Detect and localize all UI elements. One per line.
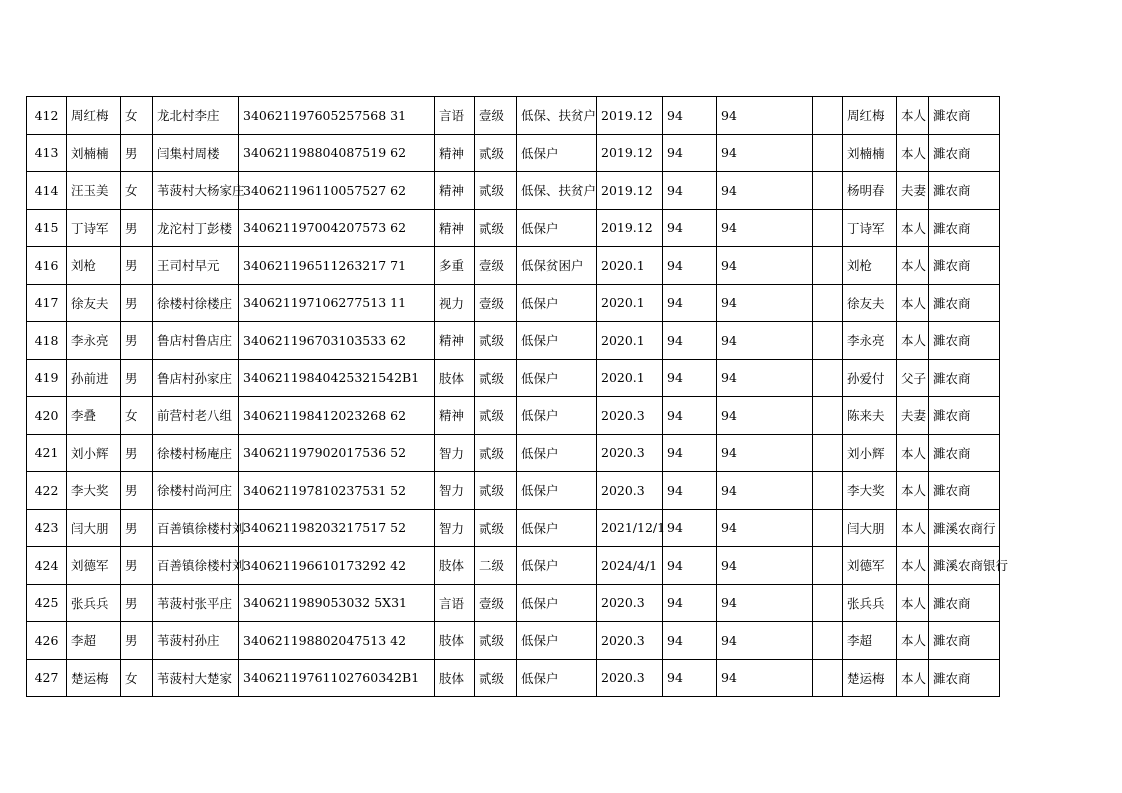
cell-a: 94	[663, 209, 717, 247]
cell-a: 94	[663, 172, 717, 210]
cell-bank: 濉农商	[929, 172, 1000, 210]
cell-name: 楚运梅	[67, 659, 121, 697]
cell-date: 2024/4/1	[597, 547, 663, 585]
cell-rel: 本人	[897, 584, 929, 622]
cell-sex: 男	[121, 584, 153, 622]
cell-a: 94	[663, 322, 717, 360]
cell-sex: 男	[121, 472, 153, 510]
table-row	[27, 584, 1000, 622]
cell-id: 340621198802047513 42	[239, 622, 435, 660]
cell-level: 贰级	[475, 509, 517, 547]
cell-id: 3406211989053032 5X31	[239, 584, 435, 622]
cell-bank: 濉农商	[929, 134, 1000, 172]
cell-name: 周红梅	[67, 97, 121, 135]
cell-b: 94	[717, 659, 813, 697]
cell-id: 340621196110057527 62	[239, 172, 435, 210]
table-row	[27, 209, 1000, 247]
cell-addr: 徐楼村徐楼庄	[153, 284, 239, 322]
cell-type: 智力	[435, 434, 475, 472]
cell-date: 2019.12	[597, 172, 663, 210]
cell-addr: 百善镇徐楼村刘	[153, 509, 239, 547]
cell-no: 421	[27, 434, 67, 472]
cell-name: 丁诗军	[67, 209, 121, 247]
cell-b: 94	[717, 622, 813, 660]
table-row	[27, 247, 1000, 285]
cell-rel: 本人	[897, 547, 929, 585]
cell-name: 孙前进	[67, 359, 121, 397]
cell-payee: 闫大朋	[843, 509, 897, 547]
cell-rel: 本人	[897, 134, 929, 172]
cell-rel: 本人	[897, 622, 929, 660]
cell-sex: 男	[121, 284, 153, 322]
cell-b: 94	[717, 134, 813, 172]
cell-b: 94	[717, 472, 813, 510]
cell-sex: 男	[121, 134, 153, 172]
cell-no: 427	[27, 659, 67, 697]
table-row	[27, 322, 1000, 360]
cell-bank: 濉农商	[929, 359, 1000, 397]
table-row	[27, 172, 1000, 210]
table-row	[27, 397, 1000, 435]
cell-payee: 陈来夫	[843, 397, 897, 435]
cell-status: 低保贫困户	[517, 247, 597, 285]
cell-no: 425	[27, 584, 67, 622]
cell-status: 低保、扶贫户	[517, 97, 597, 135]
cell-bank: 濉农商	[929, 97, 1000, 135]
cell-status: 低保户	[517, 322, 597, 360]
cell-sex: 女	[121, 659, 153, 697]
table-row	[27, 134, 1000, 172]
cell-a: 94	[663, 359, 717, 397]
cell-name: 李超	[67, 622, 121, 660]
cell-addr: 鲁店村鲁店庄	[153, 322, 239, 360]
cell-a: 94	[663, 284, 717, 322]
cell-status: 低保户	[517, 509, 597, 547]
cell-b: 94	[717, 359, 813, 397]
cell-a: 94	[663, 622, 717, 660]
cell-a: 94	[663, 659, 717, 697]
cell-id: 340621196610173292 42	[239, 547, 435, 585]
cell-addr: 鲁店村孙家庄	[153, 359, 239, 397]
cell-blank	[813, 622, 843, 660]
cell-rel: 父子	[897, 359, 929, 397]
cell-date: 2020.1	[597, 284, 663, 322]
cell-type: 视力	[435, 284, 475, 322]
cell-date: 2020.1	[597, 359, 663, 397]
cell-no: 420	[27, 397, 67, 435]
cell-rel: 本人	[897, 659, 929, 697]
table-row	[27, 659, 1000, 697]
cell-status: 低保户	[517, 397, 597, 435]
cell-type: 精神	[435, 322, 475, 360]
cell-status: 低保户	[517, 584, 597, 622]
cell-status: 低保户	[517, 472, 597, 510]
table-row	[27, 472, 1000, 510]
cell-level: 贰级	[475, 622, 517, 660]
cell-blank	[813, 172, 843, 210]
cell-name: 刘枪	[67, 247, 121, 285]
cell-payee: 周红梅	[843, 97, 897, 135]
cell-sex: 男	[121, 359, 153, 397]
cell-status: 低保户	[517, 622, 597, 660]
cell-b: 94	[717, 209, 813, 247]
cell-rel: 本人	[897, 509, 929, 547]
table-row	[27, 284, 1000, 322]
cell-payee: 李大奖	[843, 472, 897, 510]
cell-date: 2020.3	[597, 659, 663, 697]
cell-payee: 楚运梅	[843, 659, 897, 697]
cell-no: 424	[27, 547, 67, 585]
cell-b: 94	[717, 509, 813, 547]
cell-level: 贰级	[475, 209, 517, 247]
cell-rel: 夫妻	[897, 172, 929, 210]
cell-no: 412	[27, 97, 67, 135]
cell-name: 刘小辉	[67, 434, 121, 472]
cell-a: 94	[663, 397, 717, 435]
cell-no: 423	[27, 509, 67, 547]
cell-payee: 丁诗军	[843, 209, 897, 247]
cell-name: 李永亮	[67, 322, 121, 360]
cell-b: 94	[717, 247, 813, 285]
cell-no: 413	[27, 134, 67, 172]
cell-blank	[813, 434, 843, 472]
cell-b: 94	[717, 397, 813, 435]
cell-payee: 张兵兵	[843, 584, 897, 622]
cell-no: 422	[27, 472, 67, 510]
cell-level: 壹级	[475, 97, 517, 135]
cell-no: 426	[27, 622, 67, 660]
cell-name: 李叠	[67, 397, 121, 435]
cell-addr: 百善镇徐楼村刘	[153, 547, 239, 585]
cell-type: 肢体	[435, 659, 475, 697]
cell-a: 94	[663, 247, 717, 285]
cell-date: 2019.12	[597, 209, 663, 247]
cell-no: 419	[27, 359, 67, 397]
cell-addr: 苇菠村孙庄	[153, 622, 239, 660]
cell-payee: 徐友夫	[843, 284, 897, 322]
cell-no: 416	[27, 247, 67, 285]
cell-status: 低保户	[517, 359, 597, 397]
cell-b: 94	[717, 284, 813, 322]
cell-rel: 本人	[897, 209, 929, 247]
cell-bank: 濉农商	[929, 247, 1000, 285]
cell-a: 94	[663, 584, 717, 622]
cell-rel: 本人	[897, 322, 929, 360]
cell-rel: 本人	[897, 284, 929, 322]
table-row	[27, 434, 1000, 472]
cell-a: 94	[663, 547, 717, 585]
cell-id: 34062119761102760342B1	[239, 659, 435, 697]
cell-bank: 濉农商	[929, 284, 1000, 322]
cell-b: 94	[717, 434, 813, 472]
cell-date: 2021/12/1	[597, 509, 663, 547]
cell-level: 壹级	[475, 584, 517, 622]
cell-date: 2019.12	[597, 97, 663, 135]
cell-level: 贰级	[475, 172, 517, 210]
cell-id: 340621197106277513 11	[239, 284, 435, 322]
cell-id: 340621198412023268 62	[239, 397, 435, 435]
cell-status: 低保、扶贫户	[517, 172, 597, 210]
cell-sex: 男	[121, 547, 153, 585]
cell-status: 低保户	[517, 134, 597, 172]
cell-sex: 男	[121, 622, 153, 660]
cell-name: 刘楠楠	[67, 134, 121, 172]
cell-b: 94	[717, 322, 813, 360]
cell-payee: 刘德军	[843, 547, 897, 585]
cell-id: 340621197004207573 62	[239, 209, 435, 247]
cell-name: 闫大朋	[67, 509, 121, 547]
cell-type: 智力	[435, 472, 475, 510]
cell-no: 417	[27, 284, 67, 322]
cell-addr: 前营村老八组	[153, 397, 239, 435]
cell-date: 2019.12	[597, 134, 663, 172]
cell-bank: 濉农商	[929, 622, 1000, 660]
cell-payee: 刘小辉	[843, 434, 897, 472]
cell-level: 壹级	[475, 284, 517, 322]
table-row	[27, 509, 1000, 547]
cell-blank	[813, 322, 843, 360]
cell-id: 340621196511263217 71	[239, 247, 435, 285]
cell-blank	[813, 284, 843, 322]
cell-level: 贰级	[475, 434, 517, 472]
cell-level: 二级	[475, 547, 517, 585]
cell-b: 94	[717, 97, 813, 135]
cell-level: 贰级	[475, 397, 517, 435]
cell-name: 徐友夫	[67, 284, 121, 322]
cell-date: 2020.3	[597, 622, 663, 660]
cell-type: 肢体	[435, 359, 475, 397]
cell-bank: 濉农商	[929, 472, 1000, 510]
cell-date: 2020.3	[597, 434, 663, 472]
cell-bank: 濉农商	[929, 659, 1000, 697]
cell-blank	[813, 247, 843, 285]
table-row	[27, 97, 1000, 135]
cell-level: 贰级	[475, 472, 517, 510]
cell-level: 贰级	[475, 134, 517, 172]
cell-blank	[813, 547, 843, 585]
cell-status: 低保户	[517, 547, 597, 585]
cell-id: 340621196703103533 62	[239, 322, 435, 360]
cell-a: 94	[663, 509, 717, 547]
cell-payee: 李永亮	[843, 322, 897, 360]
cell-payee: 刘枪	[843, 247, 897, 285]
cell-sex: 女	[121, 172, 153, 210]
cell-payee: 李超	[843, 622, 897, 660]
cell-b: 94	[717, 547, 813, 585]
table-row	[27, 359, 1000, 397]
cell-blank	[813, 397, 843, 435]
cell-addr: 王司村早元	[153, 247, 239, 285]
cell-level: 贰级	[475, 322, 517, 360]
cell-blank	[813, 472, 843, 510]
table-row	[27, 622, 1000, 660]
cell-id: 340621197605257568 31	[239, 97, 435, 135]
cell-id: 340621197902017536 52	[239, 434, 435, 472]
cell-rel: 夫妻	[897, 397, 929, 435]
cell-bank: 濉农商	[929, 434, 1000, 472]
cell-blank	[813, 209, 843, 247]
cell-sex: 男	[121, 509, 153, 547]
cell-type: 精神	[435, 397, 475, 435]
cell-addr: 徐楼村杨庵庄	[153, 434, 239, 472]
cell-bank: 濉农商	[929, 322, 1000, 360]
cell-sex: 男	[121, 209, 153, 247]
cell-id: 340621198804087519 62	[239, 134, 435, 172]
cell-id: 340621198203217517 52	[239, 509, 435, 547]
cell-blank	[813, 659, 843, 697]
cell-a: 94	[663, 434, 717, 472]
cell-type: 言语	[435, 584, 475, 622]
cell-addr: 龙北村李庄	[153, 97, 239, 135]
cell-rel: 本人	[897, 97, 929, 135]
cell-rel: 本人	[897, 434, 929, 472]
cell-type: 智力	[435, 509, 475, 547]
cell-b: 94	[717, 172, 813, 210]
cell-addr: 龙沱村丁彭楼	[153, 209, 239, 247]
cell-date: 2020.3	[597, 397, 663, 435]
cell-blank	[813, 359, 843, 397]
cell-sex: 男	[121, 434, 153, 472]
cell-blank	[813, 584, 843, 622]
roster-table	[26, 96, 1009, 697]
cell-type: 精神	[435, 209, 475, 247]
cell-bank: 濉农商	[929, 209, 1000, 247]
cell-sex: 男	[121, 247, 153, 285]
cell-bank: 濉农商	[929, 584, 1000, 622]
cell-no: 415	[27, 209, 67, 247]
cell-a: 94	[663, 97, 717, 135]
cell-type: 精神	[435, 172, 475, 210]
cell-payee: 刘楠楠	[843, 134, 897, 172]
cell-payee: 孙爱付	[843, 359, 897, 397]
cell-date: 2020.1	[597, 247, 663, 285]
cell-type: 肢体	[435, 547, 475, 585]
cell-bank: 濉农商	[929, 397, 1000, 435]
cell-name: 李大奖	[67, 472, 121, 510]
cell-status: 低保户	[517, 659, 597, 697]
cell-status: 低保户	[517, 209, 597, 247]
cell-payee: 杨明春	[843, 172, 897, 210]
cell-name: 刘德军	[67, 547, 121, 585]
roster-body	[27, 97, 1009, 697]
cell-date: 2020.3	[597, 472, 663, 510]
cell-name: 汪玉美	[67, 172, 121, 210]
cell-name: 张兵兵	[67, 584, 121, 622]
cell-addr: 苇菠村张平庄	[153, 584, 239, 622]
cell-rel: 本人	[897, 472, 929, 510]
cell-type: 言语	[435, 97, 475, 135]
cell-blank	[813, 134, 843, 172]
cell-addr: 苇菠村大杨家庄	[153, 172, 239, 210]
cell-no: 414	[27, 172, 67, 210]
cell-date: 2020.1	[597, 322, 663, 360]
cell-b: 94	[717, 584, 813, 622]
cell-sex: 男	[121, 322, 153, 360]
cell-addr: 徐楼村尚河庄	[153, 472, 239, 510]
cell-a: 94	[663, 134, 717, 172]
cell-type: 肢体	[435, 622, 475, 660]
cell-level: 壹级	[475, 247, 517, 285]
table-row	[27, 547, 1000, 585]
cell-id: 340621197810237531 52	[239, 472, 435, 510]
cell-blank	[813, 509, 843, 547]
cell-blank	[813, 97, 843, 135]
cell-status: 低保户	[517, 284, 597, 322]
cell-sex: 女	[121, 97, 153, 135]
cell-rel: 本人	[897, 247, 929, 285]
cell-bank: 濉溪农商银行	[929, 547, 1000, 585]
cell-level: 贰级	[475, 659, 517, 697]
cell-no: 418	[27, 322, 67, 360]
cell-bank: 濉溪农商行	[929, 509, 1000, 547]
cell-a: 94	[663, 472, 717, 510]
cell-date: 2020.3	[597, 584, 663, 622]
cell-level: 贰级	[475, 359, 517, 397]
cell-status: 低保户	[517, 434, 597, 472]
cell-addr: 闫集村周楼	[153, 134, 239, 172]
cell-sex: 女	[121, 397, 153, 435]
cell-addr: 苇菠村大楚家	[153, 659, 239, 697]
cell-type: 精神	[435, 134, 475, 172]
cell-id: 34062119840425321542B1	[239, 359, 435, 397]
cell-type: 多重	[435, 247, 475, 285]
